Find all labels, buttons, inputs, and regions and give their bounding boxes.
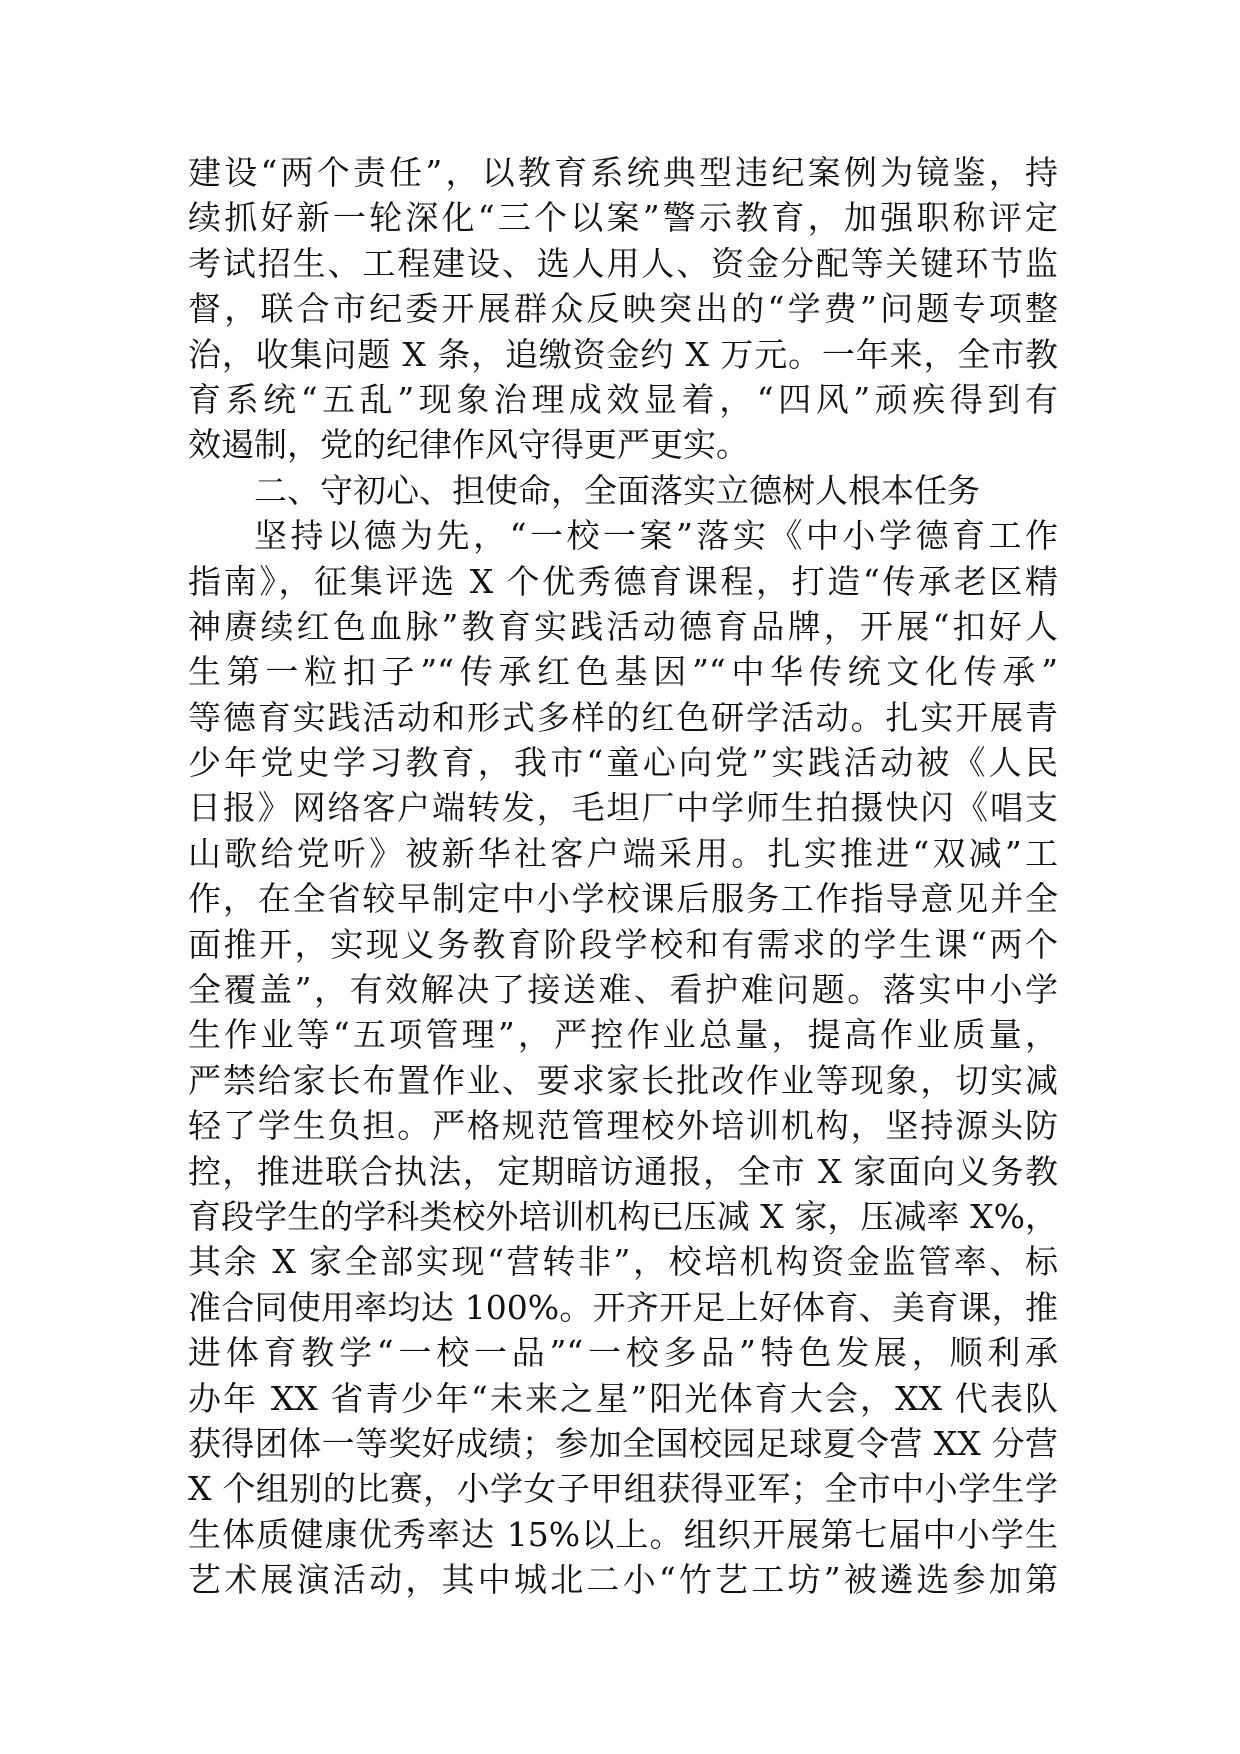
text-line: 指南》，征集评选 X 个优秀德育课程，打造“传承老区精 bbox=[188, 561, 1058, 601]
text-line: 严禁给家长布置作业、要求家长批改作业等现象，切实减 bbox=[188, 1060, 1058, 1100]
paragraph-1 bbox=[188, 150, 1058, 468]
text-line: 神赓续红色血脉”教育实践活动德育品牌，开展“扣好人 bbox=[188, 606, 1058, 646]
text-line: 获得团体一等奖好成绩；参加全国校园足球夏令营 XX 分营 bbox=[188, 1423, 1058, 1463]
text-line: 续抓好新一轮深化“三个以案”警示教育，加强职称评定 bbox=[188, 198, 1058, 238]
document-body bbox=[188, 150, 1058, 1603]
text-line: 效遏制，党的纪律作风守得更严更实。 bbox=[188, 425, 749, 465]
text-line: 其余 X 家全部实现“营转非”，校培机构资金监管率、标 bbox=[188, 1242, 1058, 1282]
text-line: 全覆盖”，有效解决了接送难、看护难问题。落实中小学 bbox=[188, 970, 1058, 1010]
text-line: 日报》网络客户端转发，毛坦厂中学师生拍摄快闪《唱支 bbox=[188, 788, 1058, 828]
paragraph-2 bbox=[188, 513, 1058, 1602]
text-line: 准合同使用率均达 100%。开齐开足上好体育、美育课，推 bbox=[188, 1287, 1058, 1327]
text-line: 坚持以德为先，“一校一案”落实《中小学德育工作 bbox=[254, 516, 1058, 556]
text-line: 生第一粒扣子”“传承红色基因”“中华传统文化传承” bbox=[188, 652, 1058, 692]
text-line: 建设“两个责任”，以教育系统典型违纪案例为镜鉴，持 bbox=[188, 153, 1058, 192]
text-line: 作，在全省较早制定中小学校课后服务工作指导意见并全 bbox=[188, 879, 1058, 919]
text-line: 艺术展演活动，其中城北二小“竹艺工坊”被遴选参加第 bbox=[188, 1560, 1058, 1600]
text-line: 面推开，实现义务教育阶段学校和有需求的学生课“两个 bbox=[188, 924, 1058, 964]
text-line: 进体育教学“一校一品”“一校多品”特色发展，顺利承 bbox=[188, 1333, 1058, 1373]
text-line: 少年党史学习教育，我市“童心向党”实践活动被《人民 bbox=[188, 743, 1058, 783]
text-line: 控，推进联合执法，定期暗访通报，全市 X 家面向义务教 bbox=[188, 1151, 1058, 1191]
text-line: 山歌给党听》被新华社客户端采用。扎实推进“双减”工 bbox=[188, 833, 1058, 873]
section-heading: 二、守初心、担使命，全面落实立德树人根本任务 bbox=[254, 470, 980, 510]
text-line: 生作业等“五项管理”，严控作业总量，提高作业质量， bbox=[188, 1015, 1058, 1055]
text-line: 育系统“五乱”现象治理成效显着，“四风”顽疾得到有 bbox=[188, 379, 1058, 419]
text-line: 等德育实践活动和形式多样的红色研学活动。扎实开展青 bbox=[188, 697, 1058, 737]
text-line: 督，联合市纪委开展群众反映突出的“学费”问题专项整 bbox=[188, 289, 1058, 329]
text-line: 育段学生的学科类校外培训机构已压减 X 家，压减率 X%， bbox=[188, 1196, 1058, 1236]
text-line: 办年 XX 省青少年“未来之星”阳光体育大会，XX 代表队 bbox=[188, 1378, 1058, 1418]
text-line: X 个组别的比赛，小学女子甲组获得亚军；全市中小学生学 bbox=[188, 1469, 1058, 1509]
text-line: 治，收集问题 X 条，追缴资金约 X 万元。一年来，全市教 bbox=[188, 334, 1058, 374]
text-line: 考试招生、工程建设、选人用人、资金分配等关键环节监 bbox=[188, 243, 1058, 283]
text-line: 轻了学生负担。严格规范管理校外培训机构，坚持源头防 bbox=[188, 1106, 1058, 1146]
text-line: 生体质健康优秀率达 15%以上。组织开展第七届中小学生 bbox=[188, 1514, 1058, 1554]
